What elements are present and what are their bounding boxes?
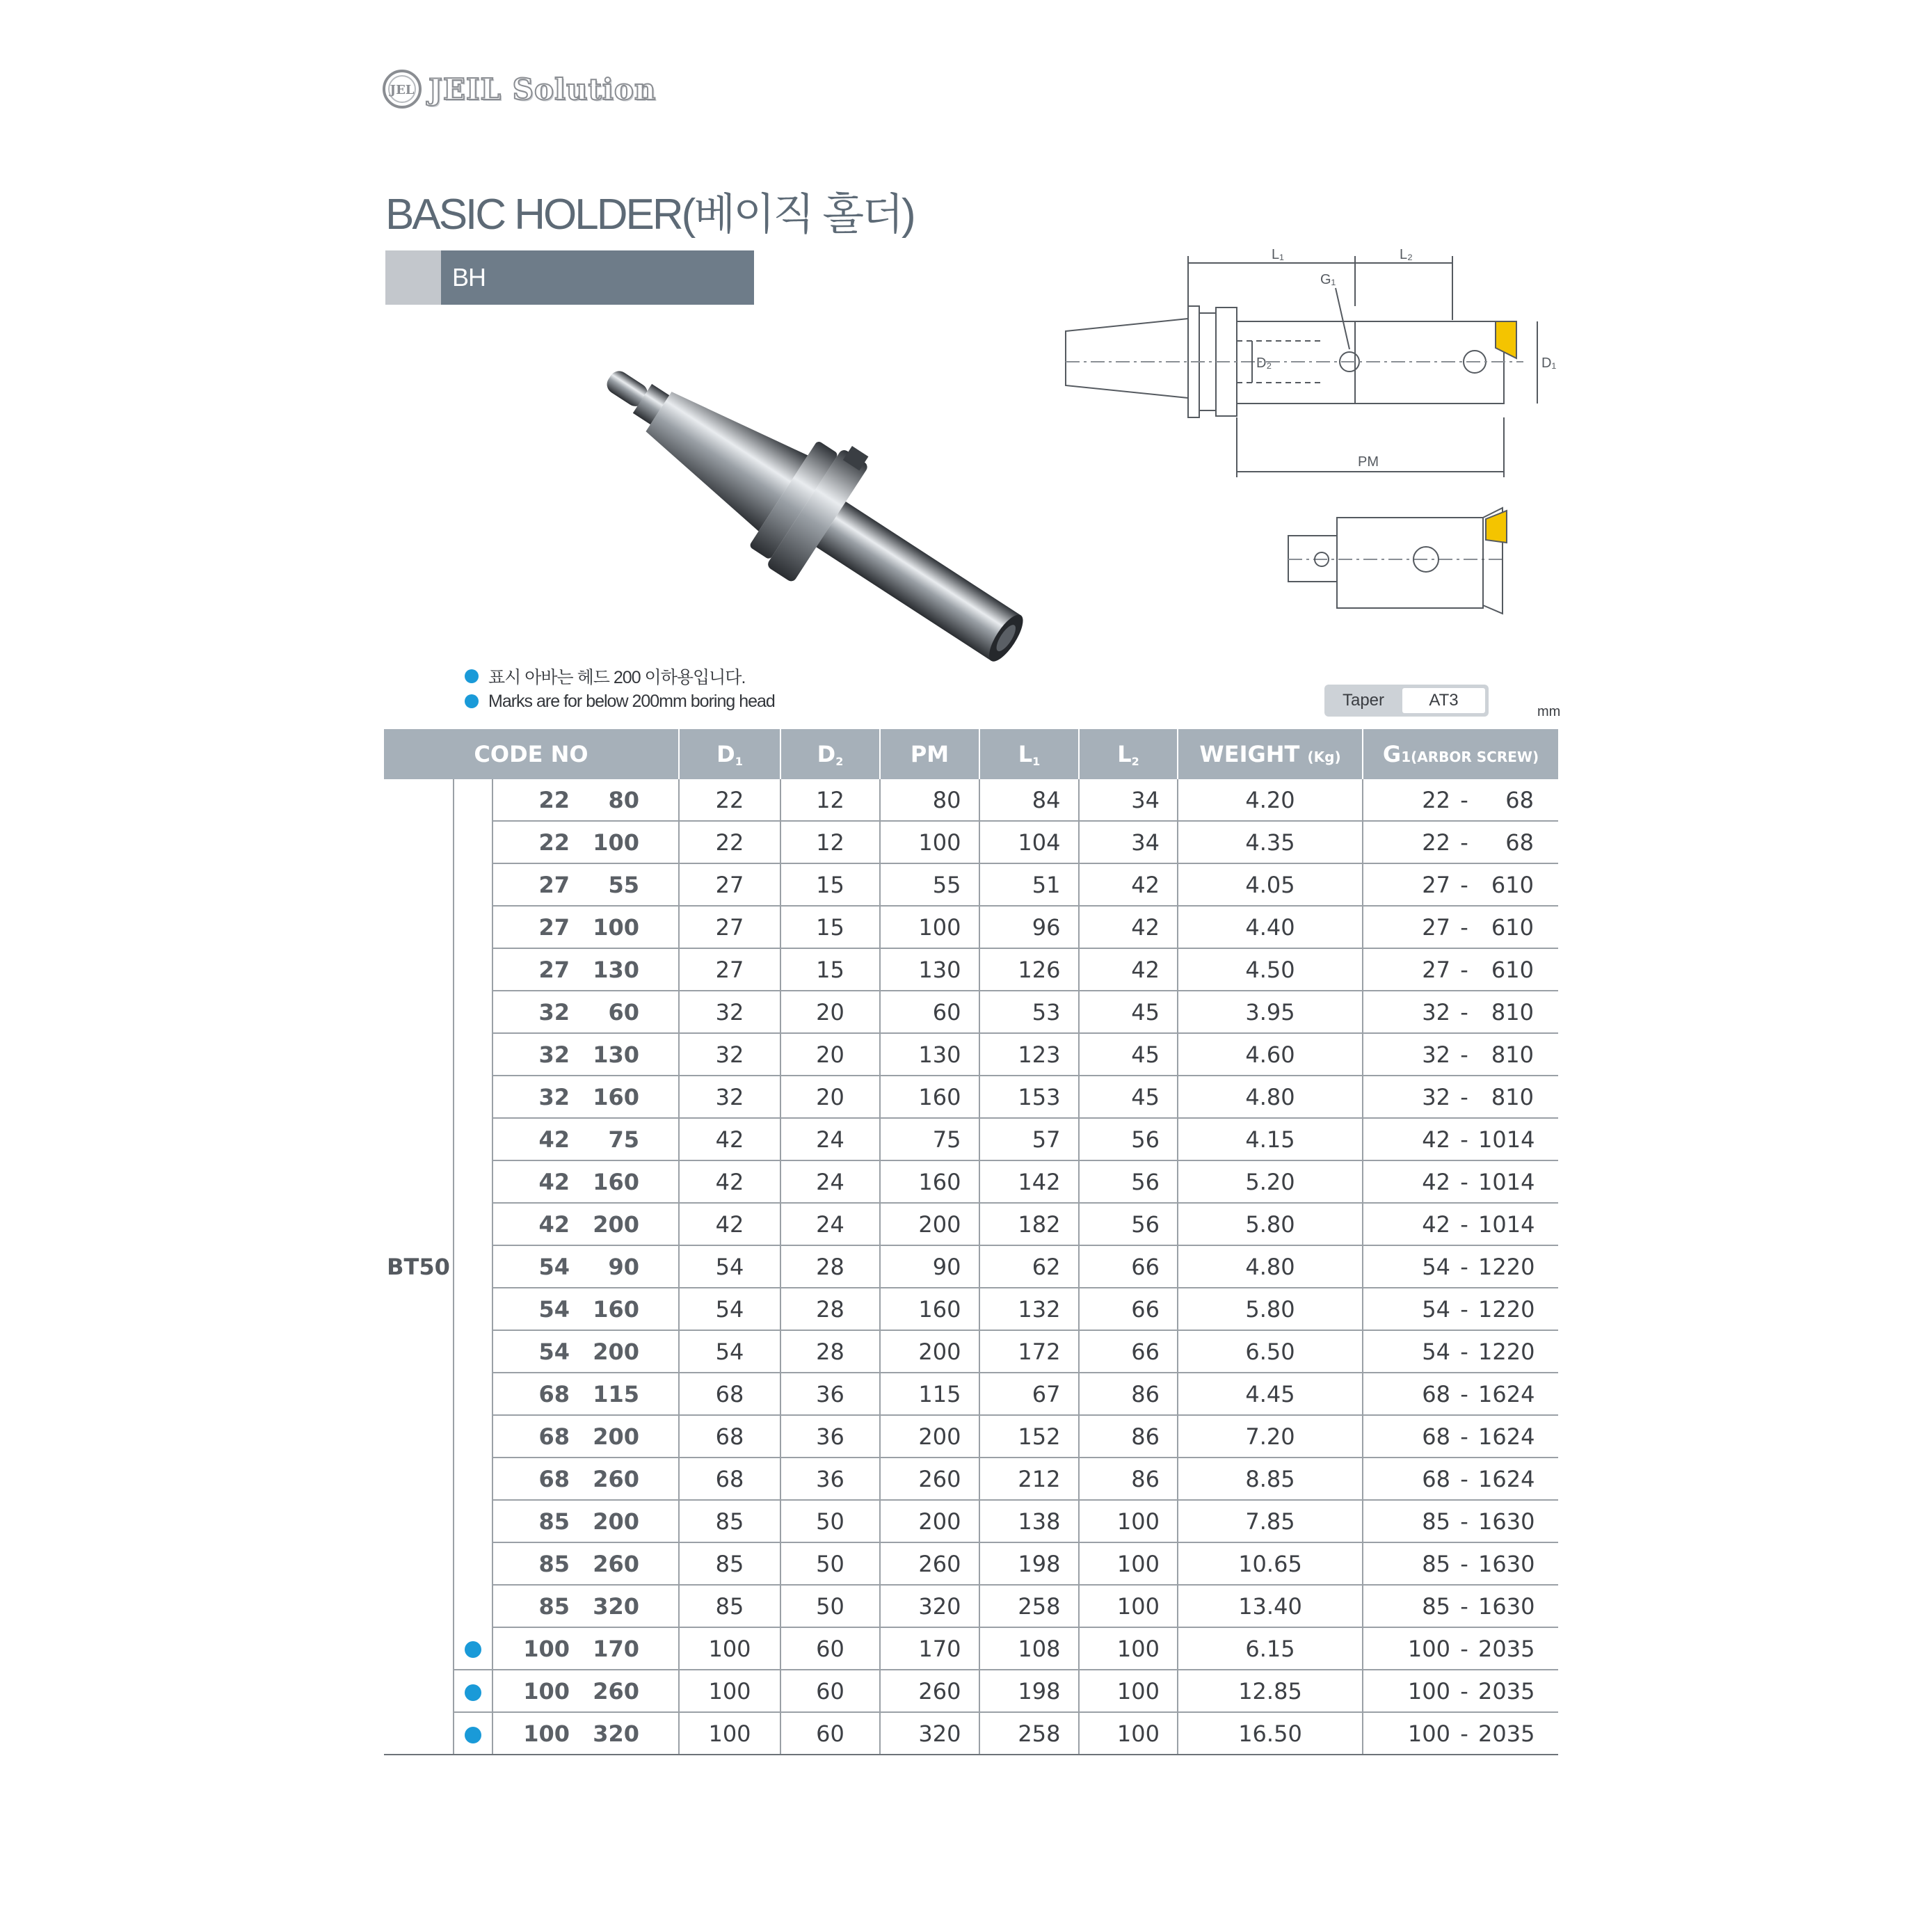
l1-cell: 172	[979, 1330, 1079, 1373]
l1-cell: 212	[979, 1458, 1079, 1500]
l2-cell: 56	[1079, 1160, 1178, 1203]
pm-cell: 100	[880, 906, 979, 948]
model-bar	[385, 250, 754, 305]
boring-head-mark-icon	[465, 1684, 481, 1701]
l1-cell: 258	[979, 1585, 1079, 1627]
l2-cell: 45	[1079, 991, 1178, 1033]
brand-logo	[381, 67, 656, 111]
code-cell: 85 200	[492, 1500, 679, 1542]
taper-badge	[1324, 685, 1489, 717]
table-header-row	[384, 729, 1558, 779]
table-row	[384, 1500, 1558, 1542]
d2-cell: 60	[780, 1712, 880, 1755]
d1-cell: 68	[679, 1415, 780, 1458]
d1-cell: 54	[679, 1288, 780, 1330]
l2-cell: 34	[1079, 821, 1178, 863]
header-d1: $D_1$	[679, 729, 780, 779]
d1-cell: 32	[679, 991, 780, 1033]
code-cell: 27 130	[492, 948, 679, 991]
brand-emblem-text: JEL	[390, 83, 415, 97]
label-g1: G₁	[1320, 272, 1336, 287]
pm-cell: 260	[880, 1458, 979, 1500]
pm-cell: 160	[880, 1160, 979, 1203]
d1-cell: 42	[679, 1118, 780, 1160]
taper-label: Taper	[1342, 691, 1385, 710]
technical-drawing-side-view	[1057, 244, 1557, 480]
d1-cell: 68	[679, 1373, 780, 1415]
note-en-text: Marks are for below 200mm boring head	[488, 691, 775, 711]
weight-cell: 8.85	[1178, 1458, 1363, 1500]
l2-cell: 66	[1079, 1288, 1178, 1330]
code-cell: 100 260	[492, 1670, 679, 1712]
header-l1: $L_1$	[979, 729, 1079, 779]
g1-cell: 85 - 1630	[1363, 1585, 1558, 1627]
pm-cell: 100	[880, 821, 979, 863]
l2-cell: 100	[1079, 1627, 1178, 1670]
g1-cell: 85 - 1630	[1363, 1542, 1558, 1585]
pm-cell: 160	[880, 1288, 979, 1330]
l2-cell: 100	[1079, 1542, 1178, 1585]
pm-cell: 200	[880, 1500, 979, 1542]
table-row	[384, 1585, 1558, 1627]
table-row	[384, 863, 1558, 906]
header-weight: WEIGHT (Kg)	[1178, 729, 1363, 779]
pm-cell: 260	[880, 1542, 979, 1585]
boring-head-mark-icon	[465, 1727, 481, 1743]
l2-cell: 86	[1079, 1373, 1178, 1415]
g1-cell: 27 - 610	[1363, 948, 1558, 991]
weight-cell: 4.35	[1178, 821, 1363, 863]
code-cell: 54 200	[492, 1330, 679, 1373]
code-cell: 100 320	[492, 1712, 679, 1755]
d1-cell: 100	[679, 1712, 780, 1755]
weight-cell: 4.80	[1178, 1076, 1363, 1118]
code-cell: 85 320	[492, 1585, 679, 1627]
table-row	[384, 1288, 1558, 1330]
d2-cell: 28	[780, 1288, 880, 1330]
weight-cell: 5.80	[1178, 1203, 1363, 1245]
mark-cell	[454, 1670, 492, 1712]
l1-cell: 138	[979, 1500, 1079, 1542]
weight-cell: 4.80	[1178, 1245, 1363, 1288]
g1-cell: 32 - 810	[1363, 991, 1558, 1033]
code-cell: 54 160	[492, 1288, 679, 1330]
d2-cell: 24	[780, 1160, 880, 1203]
table-row	[384, 991, 1558, 1033]
pm-cell: 115	[880, 1373, 979, 1415]
g1-cell: 27 - 610	[1363, 906, 1558, 948]
l2-cell: 45	[1079, 1076, 1178, 1118]
g1-cell: 54 - 1220	[1363, 1288, 1558, 1330]
page-title: BASIC HOLDER(베이직 홀더)	[385, 191, 914, 239]
g1-cell: 42 - 1014	[1363, 1203, 1558, 1245]
d2-cell: 50	[780, 1542, 880, 1585]
g1-cell: 54 - 1220	[1363, 1330, 1558, 1373]
pm-cell: 55	[880, 863, 979, 906]
pm-cell: 60	[880, 991, 979, 1033]
g1-cell: 100 - 2035	[1363, 1627, 1558, 1670]
d2-cell: 36	[780, 1415, 880, 1458]
pm-cell: 320	[880, 1712, 979, 1755]
d2-cell: 15	[780, 906, 880, 948]
d2-cell: 28	[780, 1245, 880, 1288]
g1-cell: 22 - 68	[1363, 821, 1558, 863]
model-bar-stub	[385, 250, 441, 305]
code-cell: 27 55	[492, 863, 679, 906]
g1-cell: 68 - 1624	[1363, 1458, 1558, 1500]
code-cell: 32 160	[492, 1076, 679, 1118]
weight-cell: 4.50	[1178, 948, 1363, 991]
l2-cell: 86	[1079, 1458, 1178, 1500]
l2-cell: 100	[1079, 1670, 1178, 1712]
table-row	[384, 1245, 1558, 1288]
l1-cell: 104	[979, 821, 1079, 863]
table-row	[384, 906, 1558, 948]
pm-cell: 200	[880, 1330, 979, 1373]
pm-cell: 200	[880, 1415, 979, 1458]
d2-cell: 36	[780, 1373, 880, 1415]
g1-cell: 32 - 810	[1363, 1076, 1558, 1118]
table-row	[384, 1330, 1558, 1373]
g1-cell: 22 - 68	[1363, 779, 1558, 821]
weight-cell: 6.15	[1178, 1627, 1363, 1670]
d1-cell: 32	[679, 1076, 780, 1118]
l2-cell: 42	[1079, 906, 1178, 948]
table-row	[384, 948, 1558, 991]
mark-cell	[454, 779, 492, 1627]
l1-cell: 126	[979, 948, 1079, 991]
d1-cell: 22	[679, 779, 780, 821]
l1-cell: 67	[979, 1373, 1079, 1415]
weight-cell: 4.60	[1178, 1033, 1363, 1076]
d1-cell: 32	[679, 1033, 780, 1076]
code-cell: 68 200	[492, 1415, 679, 1458]
weight-cell: 4.45	[1178, 1373, 1363, 1415]
pm-cell: 170	[880, 1627, 979, 1670]
pm-cell: 80	[880, 779, 979, 821]
table-row	[384, 1118, 1558, 1160]
boring-head-mark-icon	[465, 1641, 481, 1658]
d1-cell: 27	[679, 863, 780, 906]
code-cell: 22 80	[492, 779, 679, 821]
d2-cell: 36	[780, 1458, 880, 1500]
l2-cell: 100	[1079, 1500, 1178, 1542]
l2-cell: 56	[1079, 1203, 1178, 1245]
table-body	[384, 779, 1558, 1755]
note-en	[465, 689, 775, 714]
code-cell: 68 115	[492, 1373, 679, 1415]
pm-cell: 160	[880, 1076, 979, 1118]
table-row	[384, 1627, 1558, 1670]
weight-cell: 12.85	[1178, 1670, 1363, 1712]
table-row	[384, 1033, 1558, 1076]
pm-cell: 320	[880, 1585, 979, 1627]
g1-cell: 27 - 610	[1363, 863, 1558, 906]
l2-cell: 42	[1079, 863, 1178, 906]
l1-cell: 182	[979, 1203, 1079, 1245]
l1-cell: 123	[979, 1033, 1079, 1076]
table-row	[384, 779, 1558, 821]
d1-cell: 85	[679, 1542, 780, 1585]
code-cell: 32 60	[492, 991, 679, 1033]
g1-cell: 32 - 810	[1363, 1033, 1558, 1076]
l1-cell: 51	[979, 863, 1079, 906]
weight-cell: 4.40	[1178, 906, 1363, 948]
g1-cell: 100 - 2035	[1363, 1670, 1558, 1712]
weight-cell: 16.50	[1178, 1712, 1363, 1755]
technical-drawing-detail-view	[1280, 494, 1516, 633]
code-cell: 54 90	[492, 1245, 679, 1288]
d1-cell: 54	[679, 1245, 780, 1288]
table-row	[384, 1203, 1558, 1245]
d1-cell: 100	[679, 1670, 780, 1712]
pm-cell: 90	[880, 1245, 979, 1288]
l2-cell: 86	[1079, 1415, 1178, 1458]
weight-cell: 5.20	[1178, 1160, 1363, 1203]
header-code: CODE NO	[384, 729, 679, 779]
pm-cell: 130	[880, 948, 979, 991]
table-row	[384, 1076, 1558, 1118]
weight-cell: 4.15	[1178, 1118, 1363, 1160]
table-row	[384, 1160, 1558, 1203]
spec-table	[384, 729, 1558, 1755]
l1-cell: 198	[979, 1542, 1079, 1585]
note-ko	[465, 664, 775, 689]
code-cell: 27 100	[492, 906, 679, 948]
g1-cell: 85 - 1630	[1363, 1500, 1558, 1542]
weight-cell: 3.95	[1178, 991, 1363, 1033]
d1-cell: 27	[679, 906, 780, 948]
bullet-dot-icon	[465, 694, 479, 708]
mark-cell	[454, 1712, 492, 1755]
brand-name: JEIL Solution	[428, 72, 657, 106]
taper-value: AT3	[1402, 688, 1485, 713]
g1-cell: 68 - 1624	[1363, 1415, 1558, 1458]
l1-cell: 198	[979, 1670, 1079, 1712]
d2-cell: 50	[780, 1585, 880, 1627]
l1-cell: 152	[979, 1415, 1079, 1458]
g1-cell: 54 - 1220	[1363, 1245, 1558, 1288]
pm-cell: 200	[880, 1203, 979, 1245]
code-cell: 32 130	[492, 1033, 679, 1076]
d2-cell: 20	[780, 1033, 880, 1076]
weight-cell: 7.20	[1178, 1415, 1363, 1458]
g1-cell: 42 - 1014	[1363, 1160, 1558, 1203]
bullet-dot-icon	[465, 669, 479, 683]
d2-cell: 15	[780, 863, 880, 906]
table-row	[384, 1373, 1558, 1415]
weight-cell: 6.50	[1178, 1330, 1363, 1373]
product-photo	[550, 327, 1064, 689]
unit-label: mm	[1537, 704, 1561, 719]
model-tag: BH	[441, 250, 754, 305]
d1-cell: 54	[679, 1330, 780, 1373]
d1-cell: 100	[679, 1627, 780, 1670]
code-cell: 22 100	[492, 821, 679, 863]
l1-cell: 258	[979, 1712, 1079, 1755]
code-cell: 68 260	[492, 1458, 679, 1500]
table-row	[384, 1670, 1558, 1712]
d1-cell: 85	[679, 1500, 780, 1542]
mark-cell	[454, 1627, 492, 1670]
l2-cell: 34	[1079, 779, 1178, 821]
label-d1: D₁	[1541, 356, 1557, 371]
l1-cell: 62	[979, 1245, 1079, 1288]
d2-cell: 60	[780, 1670, 880, 1712]
d1-cell: 22	[679, 821, 780, 863]
notes	[465, 664, 775, 714]
d1-cell: 85	[679, 1585, 780, 1627]
l2-cell: 66	[1079, 1330, 1178, 1373]
l1-cell: 108	[979, 1627, 1079, 1670]
brand-emblem-icon	[381, 68, 423, 110]
l1-cell: 142	[979, 1160, 1079, 1203]
l2-cell: 100	[1079, 1712, 1178, 1755]
l1-cell: 57	[979, 1118, 1079, 1160]
table-row	[384, 1415, 1558, 1458]
code-cell: 42 200	[492, 1203, 679, 1245]
weight-cell: 4.05	[1178, 863, 1363, 906]
g1-cell: 100 - 2035	[1363, 1712, 1558, 1755]
d2-cell: 20	[780, 1076, 880, 1118]
d2-cell: 50	[780, 1500, 880, 1542]
l2-cell: 56	[1079, 1118, 1178, 1160]
code-cell: 42 160	[492, 1160, 679, 1203]
pm-cell: 260	[880, 1670, 979, 1712]
table-row	[384, 1712, 1558, 1755]
d2-cell: 24	[780, 1118, 880, 1160]
weight-cell: 10.65	[1178, 1542, 1363, 1585]
label-l2: L₂	[1400, 247, 1413, 262]
d1-cell: 42	[679, 1203, 780, 1245]
table-row	[384, 821, 1558, 863]
label-l1: L₁	[1272, 247, 1284, 262]
d2-cell: 12	[780, 779, 880, 821]
note-ko-text: 표시 아바는 헤드 200 이하용입니다.	[488, 668, 746, 687]
weight-cell: 7.85	[1178, 1500, 1363, 1542]
d2-cell: 28	[780, 1330, 880, 1373]
l2-cell: 66	[1079, 1245, 1178, 1288]
l1-cell: 132	[979, 1288, 1079, 1330]
label-d2: D₂	[1256, 356, 1272, 371]
weight-cell: 4.20	[1178, 779, 1363, 821]
d1-cell: 68	[679, 1458, 780, 1500]
l1-cell: 153	[979, 1076, 1079, 1118]
d2-cell: 24	[780, 1203, 880, 1245]
pm-cell: 75	[880, 1118, 979, 1160]
l1-cell: 84	[979, 779, 1079, 821]
weight-cell: 5.80	[1178, 1288, 1363, 1330]
header-g1: G1(ARBOR SCREW)	[1363, 729, 1558, 779]
d1-cell: 27	[679, 948, 780, 991]
l2-cell: 42	[1079, 948, 1178, 991]
header-pm: PM	[880, 729, 979, 779]
code-cell: 100 170	[492, 1627, 679, 1670]
code-cell: 85 260	[492, 1542, 679, 1585]
table-row	[384, 1542, 1558, 1585]
header-d2: $D_2$	[780, 729, 880, 779]
g1-cell: 42 - 1014	[1363, 1118, 1558, 1160]
weight-cell: 13.40	[1178, 1585, 1363, 1627]
l1-cell: 96	[979, 906, 1079, 948]
l1-cell: 53	[979, 991, 1079, 1033]
d1-cell: 42	[679, 1160, 780, 1203]
d2-cell: 20	[780, 991, 880, 1033]
l2-cell: 45	[1079, 1033, 1178, 1076]
d2-cell: 12	[780, 821, 880, 863]
d2-cell: 60	[780, 1627, 880, 1670]
l2-cell: 100	[1079, 1585, 1178, 1627]
label-pm: PM	[1358, 454, 1379, 470]
header-l2: $L_2$	[1079, 729, 1178, 779]
group-label: BT50	[384, 779, 454, 1755]
g1-cell: 68 - 1624	[1363, 1373, 1558, 1415]
pm-cell: 130	[880, 1033, 979, 1076]
code-cell: 42 75	[492, 1118, 679, 1160]
table-row	[384, 1458, 1558, 1500]
d2-cell: 15	[780, 948, 880, 991]
